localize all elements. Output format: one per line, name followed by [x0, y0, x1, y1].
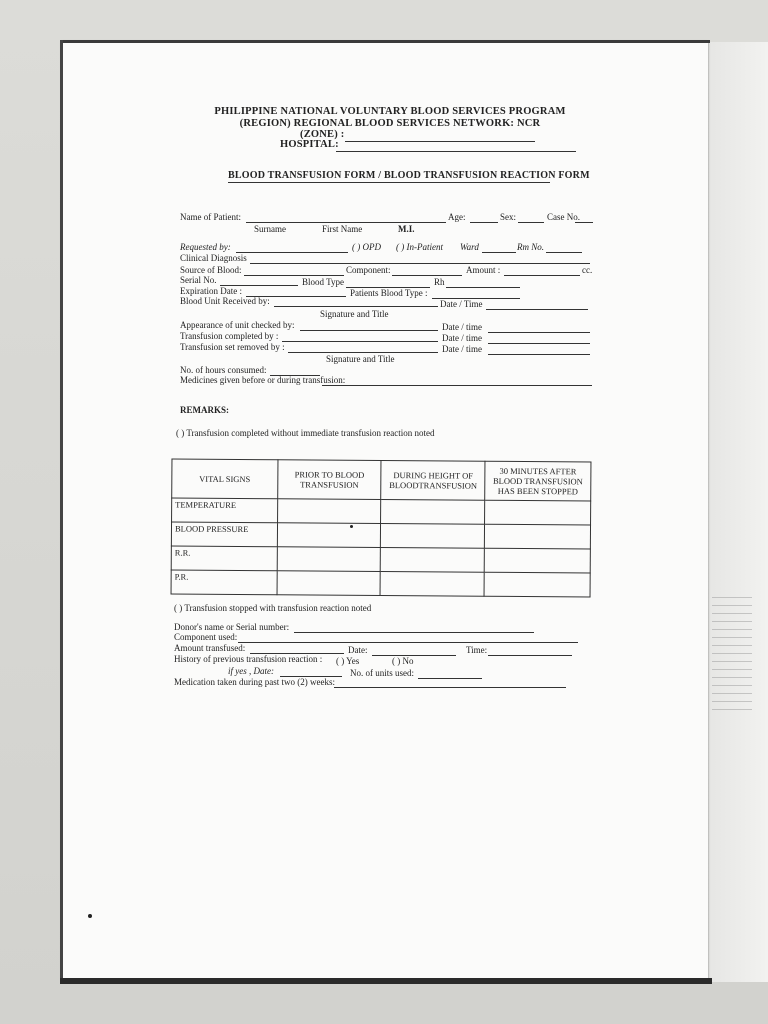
hours-consumed-label: No. of hours consumed: — [180, 365, 267, 375]
transfusion-completed-line — [282, 341, 438, 342]
remarks-label: REMARKS: — [180, 405, 229, 415]
patients-blood-type-label: Patients Blood Type : — [350, 288, 428, 298]
component-line — [392, 275, 462, 276]
cell-rr-prior[interactable] — [277, 547, 381, 572]
table-row — [171, 570, 590, 597]
if-yes-date-label: if yes , Date: — [228, 666, 274, 676]
reaction-time-label: Time: — [466, 645, 488, 655]
cell-rr-after[interactable] — [484, 548, 590, 573]
rm-no-line — [546, 252, 582, 253]
region-title: (REGION) REGIONAL BLOOD SERVICES NETWORK: NCR — [239, 118, 541, 129]
rm-no-label: Rm No. — [517, 242, 544, 252]
donor-name-line — [294, 632, 534, 633]
hospital-label: HOSPITAL: — [280, 139, 339, 150]
clinical-diagnosis-label: Clinical Diagnosis — [180, 253, 247, 263]
source-of-blood-label: Source of Blood: — [180, 265, 242, 275]
surname-label: Surname — [254, 224, 286, 234]
cell-pr-prior[interactable] — [277, 571, 381, 596]
program-title: PHILIPPINE NATIONAL VOLUNTARY BLOOD SERVICES PROGRAM — [214, 106, 566, 117]
units-used-label: No. of units used: — [350, 668, 414, 678]
component-used-label: Component used: — [174, 632, 238, 642]
medicines-given-label: Medicines given before or during transfusion: — [180, 375, 346, 385]
cell-temp-prior[interactable] — [277, 499, 381, 524]
header-vital-signs: VITAL SIGNS — [172, 459, 278, 499]
zone-label: (ZONE) : — [300, 129, 345, 140]
in-patient-option[interactable]: ( ) In-Patient — [396, 242, 443, 252]
set-removed-line — [288, 352, 438, 353]
paper-border-left — [60, 40, 63, 982]
rh-line — [446, 287, 520, 288]
source-of-blood-line — [244, 275, 344, 276]
cc-label: cc. — [582, 265, 593, 275]
set-removed-label: Transfusion set removed by : — [180, 342, 285, 352]
sex-line — [518, 222, 544, 223]
cell-rr-during[interactable] — [381, 547, 485, 572]
page-edge-right — [708, 42, 768, 982]
rh-label: Rh — [434, 277, 445, 287]
row-label-temperature: TEMPERATURE — [172, 498, 278, 523]
removed-date-time-line — [488, 354, 590, 355]
cell-pr-during[interactable] — [381, 571, 485, 596]
name-of-patient-label: Name of Patient: — [180, 212, 241, 222]
ink-dot — [350, 525, 353, 528]
donor-name-label: Donor's name or Serial number: — [174, 622, 290, 632]
medication-line — [334, 687, 566, 688]
header-prior: PRIOR TO BLOOD TRANSFUSION — [277, 460, 381, 500]
history-label: History of previous transfusion reaction : — [174, 654, 323, 664]
sex-label: Sex: — [500, 212, 517, 222]
clinical-diagnosis-line — [250, 263, 590, 264]
completed-date-time-label: Date / time — [442, 333, 482, 343]
hospital-line — [336, 151, 576, 152]
table-row — [171, 522, 590, 549]
paper-border-bottom — [60, 978, 712, 984]
header-after: 30 MINUTES AFTER BLOOD TRANSFUSION HAS BEEN STOPPED — [485, 461, 591, 501]
cell-bp-after[interactable] — [485, 524, 591, 549]
blood-unit-received-line — [274, 306, 438, 307]
age-line — [470, 222, 498, 223]
reaction-noted-option[interactable]: ( ) Transfusion stopped with transfusion reaction noted — [174, 603, 372, 613]
opd-option[interactable]: ( ) OPD — [352, 242, 381, 252]
table-header-row — [172, 459, 591, 501]
table-row — [171, 546, 590, 573]
amount-label: Amount : — [466, 265, 501, 275]
ward-label: Ward — [460, 242, 479, 252]
cell-bp-during[interactable] — [381, 524, 485, 549]
blood-unit-received-label: Blood Unit Received by: — [180, 296, 270, 306]
received-date-time-label: Date / Time — [440, 299, 483, 309]
medicines-given-line — [322, 385, 592, 386]
appearance-date-time-label: Date / time — [442, 322, 482, 332]
reaction-date-label: Date: — [348, 645, 368, 655]
table-row — [172, 498, 591, 525]
header-during: DURING HEIGHT OF BLOODTRANSFUSION — [381, 461, 485, 501]
cell-temp-after[interactable] — [485, 500, 591, 525]
signature-title-caption-2: Signature and Title — [326, 354, 395, 364]
appearance-date-time-line — [488, 332, 590, 333]
transfusion-completed-label: Transfusion completed by : — [180, 331, 279, 341]
signature-title-caption-1: Signature and Title — [320, 309, 389, 319]
received-date-time-line — [486, 309, 588, 310]
zone-line — [345, 141, 535, 142]
form-title-underline — [228, 182, 550, 183]
paper-border-top — [60, 40, 710, 43]
cell-bp-prior[interactable] — [277, 523, 381, 548]
units-used-line — [418, 678, 482, 679]
reaction-date-line — [372, 655, 456, 656]
medication-label: Medication taken during past two (2) weeks: — [174, 677, 335, 687]
requested-by-line — [236, 252, 348, 253]
serial-no-label: Serial No. — [180, 275, 217, 285]
binding-marks — [712, 590, 752, 710]
amount-line — [504, 275, 580, 276]
first-name-label: First Name — [322, 224, 363, 234]
amount-transfused-label: Amount transfused: — [174, 643, 246, 653]
mi-label: M.I. — [398, 224, 415, 234]
paper-speck — [88, 914, 92, 918]
age-label: Age: — [448, 212, 466, 222]
row-label-rr: R.R. — [171, 546, 277, 571]
blood-type-label: Blood Type — [302, 277, 344, 287]
requested-by-label: Requested by: — [180, 242, 231, 252]
case-no-line — [575, 222, 593, 223]
appearance-checked-label: Appearance of unit checked by: — [180, 320, 295, 330]
expiration-date-label: Expiration Date : — [180, 286, 242, 296]
appearance-checked-line — [300, 330, 438, 331]
removed-date-time-label: Date / time — [442, 344, 482, 354]
cell-pr-after[interactable] — [484, 572, 590, 597]
component-used-line — [238, 642, 578, 643]
reaction-time-line — [488, 655, 572, 656]
history-yes-option[interactable]: ( ) Yes — [336, 656, 360, 666]
ward-line — [482, 252, 516, 253]
history-no-option[interactable]: ( ) No — [392, 656, 414, 666]
row-label-pr: P.R. — [171, 570, 277, 595]
cell-temp-during[interactable] — [381, 500, 485, 525]
no-reaction-option[interactable]: ( ) Transfusion completed without immediate transfusion reaction noted — [176, 428, 435, 438]
vital-signs-table — [171, 459, 592, 598]
component-label: Component: — [346, 265, 391, 275]
completed-date-time-line — [488, 343, 590, 344]
case-no-label: Case No. — [547, 212, 580, 222]
row-label-blood-pressure: BLOOD PRESSURE — [171, 522, 277, 547]
form-title: BLOOD TRANSFUSION FORM / BLOOD TRANSFUSION REACTION FORM — [228, 170, 590, 181]
name-of-patient-line — [246, 222, 446, 223]
